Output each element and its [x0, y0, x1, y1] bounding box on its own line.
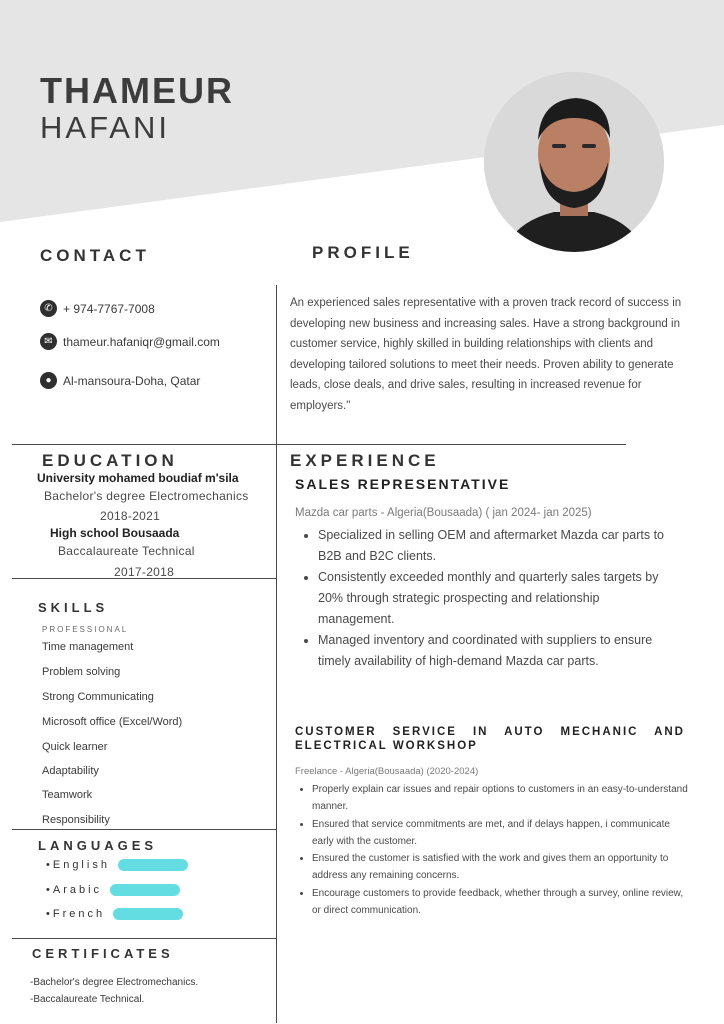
job-company: Freelance - Algeria(Bousaada) (2020-2024) — [295, 766, 479, 777]
skill-item: Problem solving — [42, 666, 121, 678]
contact-heading: CONTACT — [40, 246, 150, 265]
job-bullets — [294, 525, 674, 672]
profile-text: An experienced sales representative with a proven track record of success in developing new business and increasing sales. Have a strong background in customer service, highly skilled in building relationships with clients and developing tailored solutions to meet their needs. Proven ability to generate leads, close deals, and drive sales, resulting in increased revenue for employers." — [290, 297, 682, 412]
skill-item: Adaptability — [42, 765, 99, 777]
location-pin-icon: ● — [40, 372, 57, 389]
job-bullet: • Ensured that service commitments are met, and if delays happen, i communicate early with the customer. — [312, 816, 689, 851]
language-label: French — [52, 908, 106, 920]
language-label: Arabic — [52, 884, 103, 896]
skill-item: Teamwork — [42, 789, 93, 801]
skill-item: Strong Communicating — [42, 691, 154, 703]
language-label: English — [52, 859, 110, 871]
experience-heading: EXPERIENCE — [290, 451, 440, 470]
certificates-heading: CERTIFICATES — [32, 946, 174, 961]
language-level-bar — [110, 884, 180, 896]
contact-address — [40, 372, 200, 389]
person-portrait-icon — [484, 72, 664, 252]
language-level-bar — [113, 908, 183, 920]
certificate-item: -Bachelor's degree Electromechanics. — [30, 977, 199, 988]
job-bullet: • Consistently exceeded monthly and quarterly sales targets by 20% through strategic prospecting and relationship management. — [318, 567, 674, 630]
job-title: CUSTOMER SERVICE IN AUTO MECHANIC AND ELECTRICAL WORKSHOP — [295, 726, 685, 752]
education-heading: EDUCATION — [42, 451, 178, 470]
divider-skills — [12, 829, 276, 830]
job-bullet: • Managed inventory and coordinated with suppliers to ensure timely availability of high-demand Mazda car parts. — [318, 630, 674, 672]
divider-contact — [12, 444, 626, 445]
skills-heading: SKILLS — [38, 600, 109, 615]
edu-years-2: 2017-2018 — [114, 565, 175, 579]
mail-icon: ✉ — [40, 333, 57, 350]
address-text: Al-mansoura-Doha, Qatar — [63, 373, 201, 388]
job-bullet: • Properly explain car issues and repair options to customers in an easy-to-understand manner. — [312, 781, 689, 816]
job-bullets — [294, 781, 689, 919]
language-english: • English — [46, 859, 188, 871]
edu-years-1: 2018-2021 — [100, 509, 161, 523]
language-arabic: • Arabic — [46, 884, 180, 896]
edu-degree-1: Bachelor's degree Electromechanics — [44, 489, 249, 503]
languages-heading: LANGUAGES — [38, 838, 158, 853]
edu-degree-2: Baccalaureate Technical — [58, 544, 195, 558]
skill-item: Time management — [42, 641, 134, 653]
email-text: thameur.hafaniqr@gmail.com — [63, 334, 220, 349]
edu-school-1: University mohamed boudiaf m'sila — [37, 471, 239, 485]
phone-icon: ✆ — [40, 300, 57, 317]
job-bullet: • Ensured the customer is satisfied with the work and gives them an opportunity to address any remaining concerns. — [312, 850, 689, 885]
skill-item: Quick learner — [42, 741, 108, 753]
certificate-item: -Baccalaureate Technical. — [30, 994, 145, 1005]
divider-languages — [12, 938, 276, 939]
skill-item: Microsoft office (Excel/Word) — [42, 716, 183, 728]
vertical-divider — [276, 285, 277, 1023]
edu-school-2: High school Bousaada — [50, 526, 180, 540]
language-level-bar — [118, 859, 188, 871]
language-french: • French — [46, 908, 183, 920]
first-name: THAMEUR — [40, 70, 234, 111]
last-name: HAFANI — [40, 110, 170, 145]
contact-phone — [40, 300, 155, 317]
profile-photo — [484, 72, 664, 252]
job-bullet: • Specialized in selling OEM and aftermarket Mazda car parts to B2B and B2C clients. — [318, 525, 674, 567]
phone-text: + 974-7767-7008 — [63, 301, 155, 316]
job-company: Mazda car parts - Algeria(Bousaada) ( jan 2024- jan 2025) — [295, 507, 592, 519]
job-title: SALES REPRESENTATIVE — [295, 476, 511, 492]
job-bullet: • Encourage customers to provide feedback, whether through a survey, online review, or direct communication. — [312, 885, 689, 920]
profile-heading: PROFILE — [312, 243, 414, 262]
skills-subtitle: PROFESSIONAL — [42, 625, 129, 634]
contact-email — [40, 333, 220, 350]
skill-item: Responsibility — [42, 814, 110, 826]
